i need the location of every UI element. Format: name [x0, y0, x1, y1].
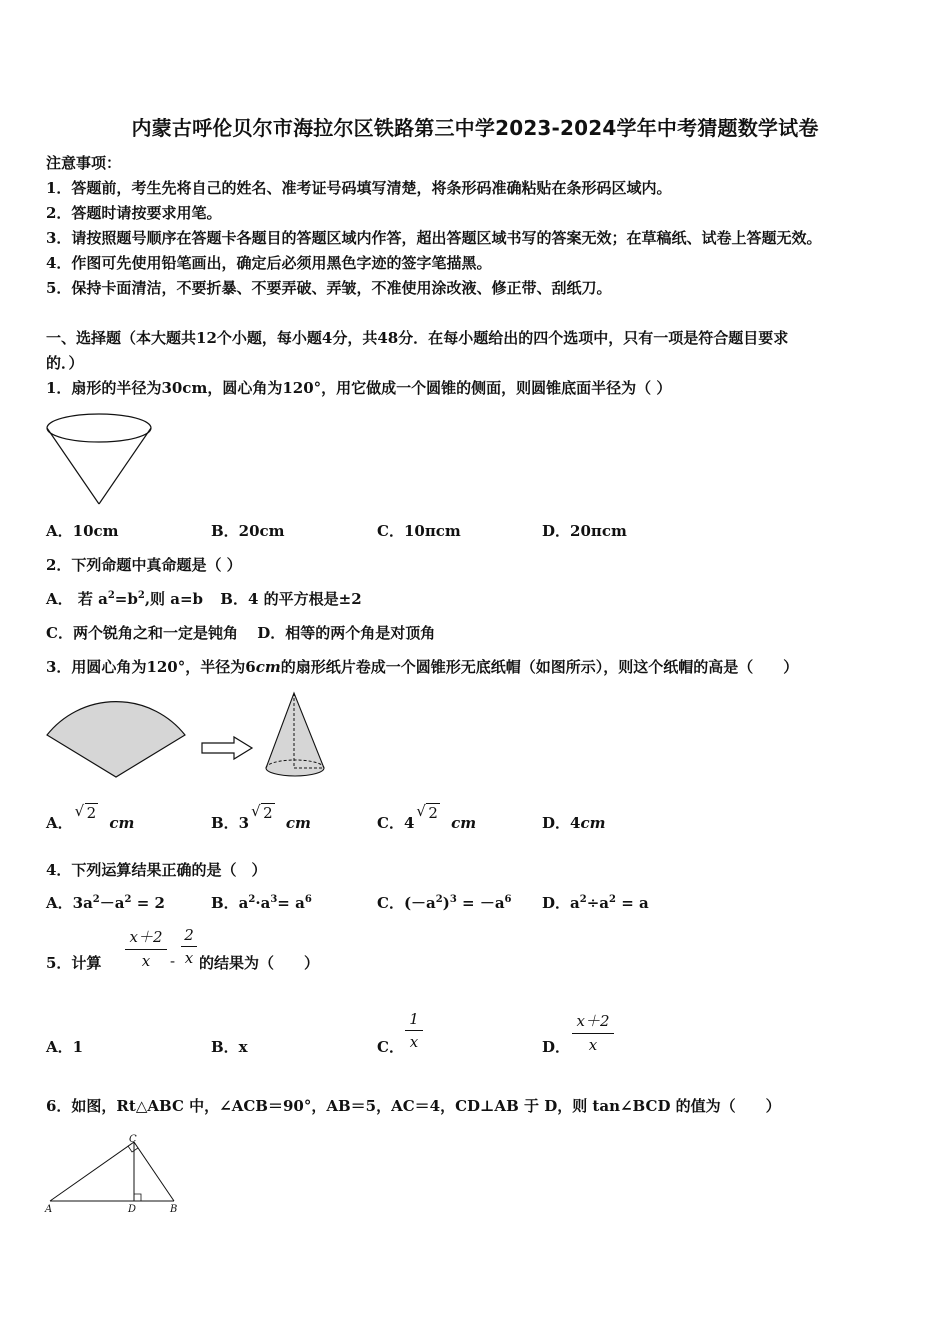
q2-options-ab [46, 588, 362, 609]
notice-item: 3．请按照题号顺序在答题卡各题目的答题区域内作答，超出答题区域书写的答案无效；在草稿纸、试卷上答题无效。 [46, 229, 822, 247]
q6-stem: 6．如图，Rt△ABC 中，∠ACB＝90°，AB＝5，AC＝4，CD⊥AB 于 D，则 tan∠BCD 的值为（ ） [46, 1097, 781, 1115]
q1-option-b: B．20cm [211, 522, 285, 540]
q1-cone-figure [44, 410, 154, 510]
notice-item: 5．保持卡面清洁，不要折暴、不要弄破、弄皱，不准使用涂改液、修正带、刮纸刀。 [46, 279, 612, 297]
section-heading: 一、选择题（本大题共12个小题，每小题4分，共48分．在每小题给出的四个选项中，只有一项是符合题目要求 [46, 329, 789, 347]
q5-option-b: B．x [211, 1038, 248, 1056]
q4-option-d: D．$a^2\div a^2 = a$ [542, 894, 649, 912]
sqrt-symbol: √ 2 [251, 802, 273, 822]
q3-cone-figure [260, 690, 330, 786]
q1-stem: 1．扇形的半径为30cm，圆心角为120°，用它做成一个圆锥的侧面，则圆锥底面半径为（ ） [46, 379, 672, 397]
q5-stem-post: 的结果为（ ） [199, 954, 320, 972]
q1-option-d: D．20πcm [542, 522, 627, 540]
q4-stem: 4．下列运算结果正确的是（ ） [46, 861, 267, 879]
q5-stem-pre: 5．计算 [46, 954, 102, 972]
q3-sector-figure [44, 695, 190, 785]
label-b: B [170, 1204, 178, 1215]
q5-minus: - [170, 952, 176, 970]
q1-option-c: C．10πcm [377, 522, 461, 540]
q3-option-c: C．4 √ 2 cm [377, 802, 477, 832]
notice-heading: 注意事项： [46, 154, 122, 172]
q5-option-c-label: C． [377, 1038, 404, 1056]
q2-options-cd [46, 622, 435, 643]
q5-fraction-2: $\frac{2}{x}$ [181, 926, 197, 967]
q2-option-d: D．相等的两个角是对顶角 [257, 624, 436, 642]
q3-stem: 3．用圆心角为120°，半径为6cm的扇形纸片卷成一个圆锥形无底纸帽（如图所示），则这个纸帽的高是（ ） [46, 658, 799, 676]
page-title: 内蒙古呼伦贝尔市海拉尔区铁路第三中学2023-2024学年中考猜题数学试卷 [131, 116, 819, 140]
q4-option-a: A．$3a^2-a^2 = 2$ [46, 894, 165, 912]
notice-item: 4．作图可先使用铅笔画出，确定后必须用黑色字迹的签字笔描黑。 [46, 254, 492, 272]
section-heading-cont: 的．） [46, 354, 84, 372]
q1-option-a: A．10cm [46, 522, 119, 540]
q2-option-b: B．4 的平方根是±2 [220, 590, 362, 608]
q3-option-d: D．4cm [542, 814, 606, 832]
label-c: C [129, 1134, 137, 1145]
q3-option-b: B．3 √ 2 cm [211, 802, 311, 832]
label-d: D [128, 1204, 137, 1215]
sqrt-symbol: √ 2 [416, 802, 438, 822]
q5-fraction-1: $\frac{x+2}{x}$ [125, 926, 167, 970]
q5-option-a: A．1 [46, 1038, 84, 1056]
notice-item: 2．答题时请按要求用笔。 [46, 204, 222, 222]
q5-option-d-label: D． [542, 1038, 571, 1056]
sqrt-symbol: √ 2 [74, 802, 97, 822]
q3-option-a: A． √ 2 cm [46, 802, 135, 832]
notice-item: 1．答题前，考生先将自己的姓名、准考证号码填写清楚，将条形码准确粘贴在条形码区域内。 [46, 179, 672, 197]
q5-option-c-fraction: $\frac{1}{x}$ [405, 1010, 423, 1051]
q2-option-a: A． 若 $a^2=b^2$,则 a=b [46, 590, 204, 608]
q5-option-d-fraction: $\frac{x+2}{x}$ [572, 1010, 614, 1054]
q2-stem: 2．下列命题中真命题是（ ） [46, 556, 242, 574]
label-a: A [45, 1204, 53, 1215]
q2-option-c: C．两个锐角之和一定是钝角 [46, 624, 238, 642]
q6-triangle-figure [42, 1134, 182, 1216]
q4-option-c: C．$(-a^2)^3 = -a^6$ [377, 894, 512, 912]
q4-option-b: B．$a^2\cdot a^3= a^6$ [211, 894, 312, 912]
arrow-icon [200, 735, 254, 761]
